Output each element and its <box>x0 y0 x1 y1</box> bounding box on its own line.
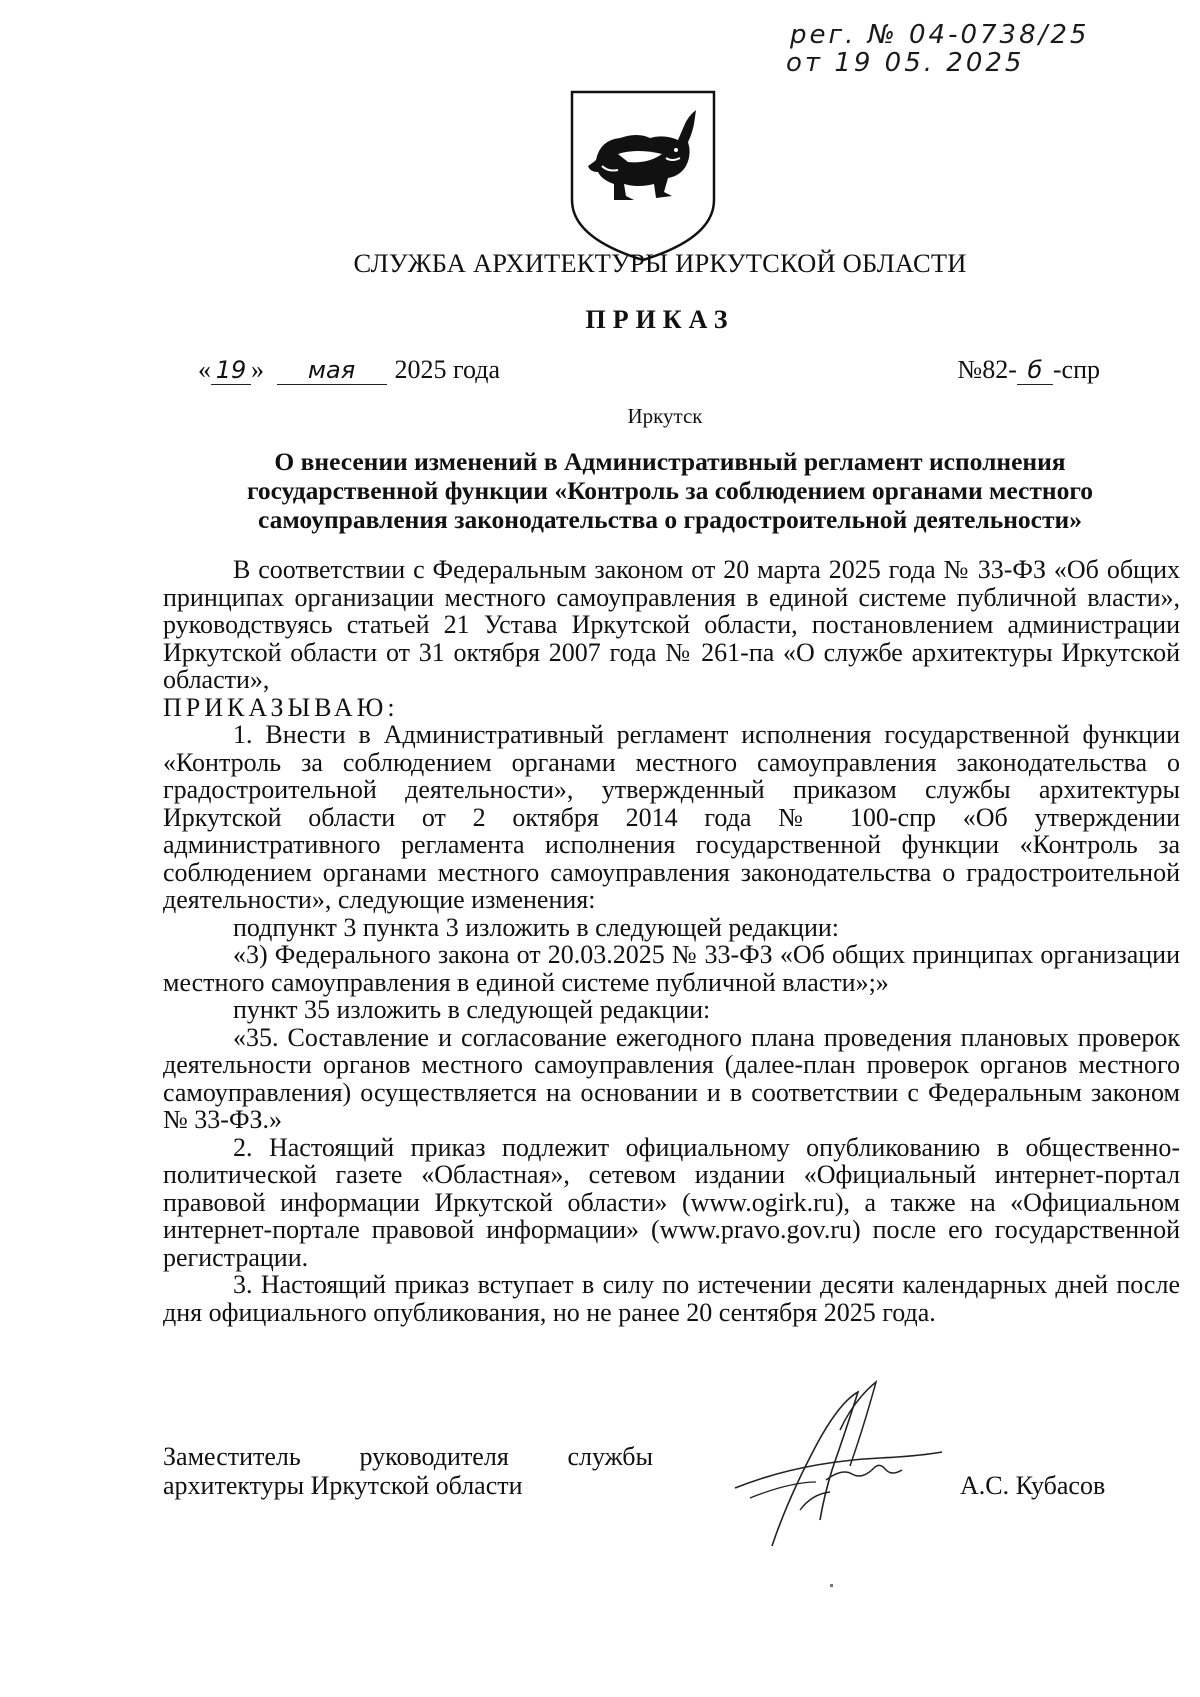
registration-date: от 19 05. 2025 <box>786 48 1025 78</box>
heading-line: самоуправления законодательства о градостроительной деятельности» <box>258 505 1082 534</box>
order-number-suffix: -спр <box>1052 355 1100 384</box>
irkutsk-coat-of-arms-icon <box>568 88 718 264</box>
directive: ПРИКАЗЫВАЮ: <box>163 692 399 722</box>
document-heading <box>160 447 1180 534</box>
order-number-field: б <box>1017 356 1053 385</box>
signer-position <box>163 1442 653 1500</box>
heading-line: государственной функции «Контроль за соблюдением органами местного <box>246 476 1094 505</box>
handwritten-signature <box>730 1370 960 1550</box>
signer-position-line: Заместитель руководителя службы <box>163 1442 653 1471</box>
subitem-1-intro: подпункт 3 пункта 3 изложить в следующей редакции: <box>233 912 839 942</box>
preamble-paragraph: В соответствии с Федеральным законом от 20 марта 2025 года № 33-ФЗ «Об общих принципах организации местного самоуправления в единой системе публичной власти», руководствуясь статьей 21 Устава Иркутской области, постановлением администрации Иркутской области от 31 октября 2007 года № 261-па «О службе архитектуры Иркутской области», <box>163 555 1180 694</box>
subitem-2-text: «35. Составление и согласование ежегодного плана проведения плановых проверок деятельности органов местного самоуправления (далее-план проверок органов местного самоуправления) осуществляется на основании и в соответствии с Федеральным законом № 33-ФЗ.» <box>163 1022 1180 1134</box>
scan-artifact <box>830 1584 833 1587</box>
date-open-quote: « <box>198 355 211 384</box>
order-date <box>198 355 500 385</box>
city: Иркутск <box>627 404 703 428</box>
date-close-quote: » <box>251 355 264 384</box>
heading-line: О внесении изменений в Административный регламент исполнения <box>274 447 1066 476</box>
date-day-field: 19 <box>211 356 251 385</box>
item-2-paragraph: 2. Настоящий приказ подлежит официальному опубликованию в общественно-политической газете «Областная», сетевом издании «Официальный интернет-портал правовой информации Иркутской области» (www.ogirk.ru), а также на «Официальном интернет-портале правовой информации» (www.pravo.gov.ru) после его государственной регистрации. <box>163 1132 1180 1272</box>
date-month-field: мая <box>277 356 387 385</box>
registration-number: рег. № 04-0738/25 <box>790 20 1090 50</box>
document-body <box>163 556 1180 1326</box>
signer-position-line: архитектуры Иркутской области <box>163 1471 523 1500</box>
signer-name: А.С. Кубасов <box>960 1471 1106 1500</box>
document-title: ПРИКАЗ <box>585 305 735 334</box>
subitem-2-intro: пункт 35 изложить в следующей редакции: <box>233 995 711 1024</box>
order-number <box>957 355 1100 385</box>
date-year: 2025 года <box>394 355 501 384</box>
subitem-1-text: «3) Федерального закона от 20.03.2025 № 33-ФЗ «Об общих принципах организации местного самоуправления в единой системе публичной власти»;» <box>163 940 1180 997</box>
organization-name: СЛУЖБА АРХИТЕКТУРЫ ИРКУТСКОЙ ОБЛАСТИ <box>353 248 967 278</box>
item-1-paragraph: 1. Внести в Административный регламент исполнения государственной функции «Контроль за соблюдением органами местного самоуправления законодательства о градостроительной деятельности», утвержденный приказом службы архитектуры Иркутской области от 2 октября 2014 года № 100-спр «Об утверждении административного регламента исполнения государственной функции «Контроль за соблюдением органами местного самоуправления законодательства о градостроительной деятельности», следующие изменения: <box>163 720 1180 914</box>
item-3-paragraph: 3. Настоящий приказ вступает в силу по истечении десяти календарных дней после дня официального опубликования, но не ранее 20 сентября 2025 года. <box>163 1270 1180 1327</box>
order-number-prefix: №82- <box>957 355 1017 384</box>
